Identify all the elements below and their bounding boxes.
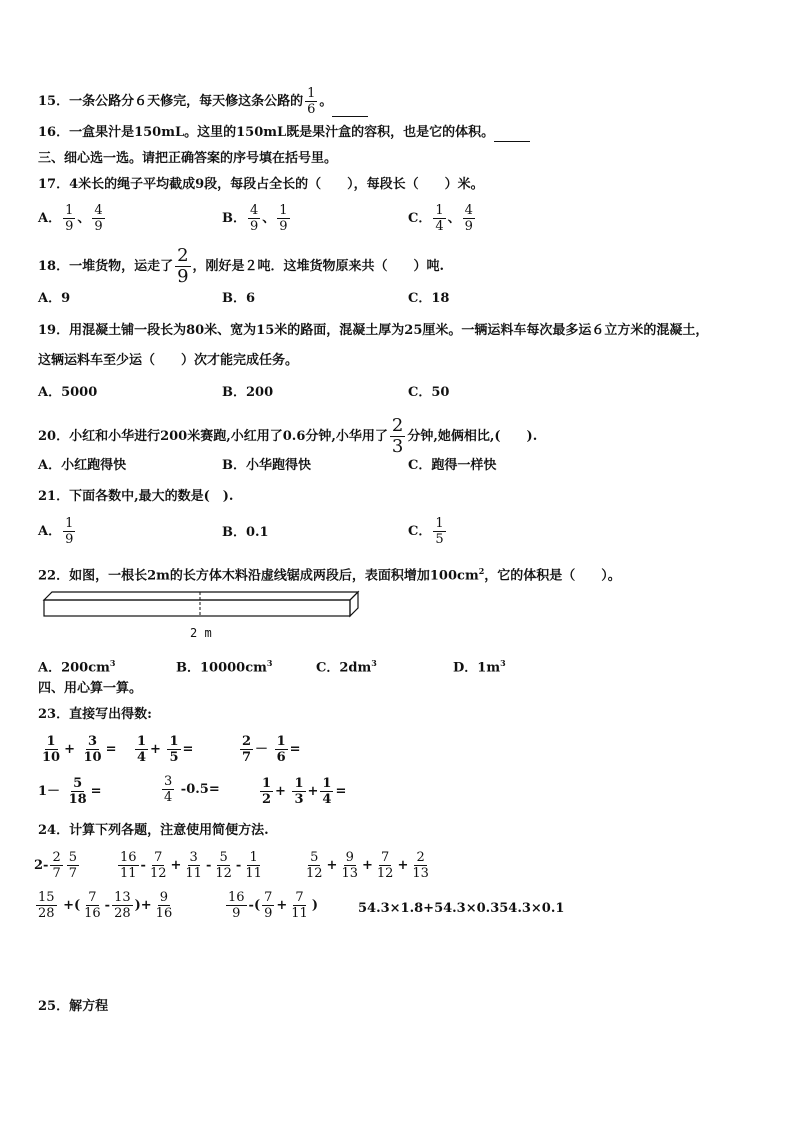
q20-fraction: $\frac{2}{3}$ (391, 415, 404, 457)
question-15 (38, 86, 368, 117)
q18-option-c[interactable]: C．18 (408, 291, 450, 306)
question-18: 18．一堆货物，运走了 $\frac{2}{9}$ ，刚好是２吨．这堆货物原来共（ ）吨. (38, 245, 445, 287)
q18-fraction: $\frac{2}{9}$ (177, 245, 189, 287)
wood-block-figure (40, 590, 360, 642)
q23-expr-5: $\frac{3}{4}$ -0.5= (164, 774, 220, 805)
q23-expr-4: 1－ $\frac{5}{18}$ = (38, 776, 102, 807)
question-23: 23．直接写出得数: (38, 707, 152, 722)
question-19-line-2: 这辆运料车至少运（ ）次才能完成任务。 (38, 353, 299, 368)
q22-option-d[interactable]: D．$1m^3$ (453, 658, 506, 676)
q16-answer-blank[interactable] (494, 129, 530, 142)
q18-option-a[interactable]: A．9 (38, 291, 71, 306)
question-17: 17．4米长的绳子平均截成9段，每段占全长的（ ），每段长（ ）米。 (38, 177, 484, 192)
q21-option-a[interactable]: A． $\frac{1}{9}$ (38, 516, 74, 547)
question-25: 25．解方程 (38, 999, 109, 1014)
q23-expr-1: $\frac{1}{10}$ + $\frac{3}{10}$ = (42, 734, 117, 765)
q19-option-c[interactable]: C．50 (408, 385, 450, 400)
q22-option-a[interactable]: A．$200cm^3$ (38, 658, 116, 676)
question-21: 21．下面各数中,最大的数是( ). (38, 489, 234, 504)
q23-expr-2: $\frac{1}{4}$ + $\frac{1}{5}$ = (137, 734, 194, 765)
section-3-heading: 三、细心选一选。请把正确答案的序号填在括号里。 (38, 151, 338, 166)
q19-option-b[interactable]: B．200 (222, 385, 274, 400)
q17-option-a[interactable]: A． $\frac{1}{9}$ 、 $\frac{4}{9}$ (38, 203, 103, 234)
q22-option-b[interactable]: B．$10000cm^3$ (176, 658, 273, 676)
q17-option-c[interactable]: C． $\frac{1}{4}$ 、 $\frac{4}{9}$ (408, 203, 473, 234)
question-24: 24．计算下列各题，注意使用简便方法. (38, 823, 269, 838)
section-4-heading: 四、用心算一算。 (38, 681, 143, 696)
q16-text: 16．一盒果汁是150mL。这里的150mL既是果汁盒的容积，也是它的体积。 (38, 125, 495, 140)
figure-length-label: 2 m (190, 626, 212, 640)
q20-option-b[interactable]: B．小华跑得快 (222, 458, 311, 473)
q17-option-b[interactable]: B． $\frac{4}{9}$ 、 $\frac{1}{9}$ (222, 203, 288, 234)
question-22: 22．如图，一根长2m的长方体木料沿虚线锯成两段后，表面积增加$100cm^2$，它的体积是（ ）。 (38, 566, 621, 584)
q24-expr-3: $\frac{5}{12}$ + $\frac{9}{13}$ + $\frac{7}{12}$ + $\frac{2}{13}$ (306, 850, 429, 881)
q21-option-c[interactable]: C． $\frac{1}{5}$ (408, 516, 444, 547)
q15-fraction: $\frac{1}{6}$ (307, 86, 316, 117)
q22-option-c[interactable]: C．$2dm^3$ (316, 658, 377, 676)
question-16 (38, 124, 530, 142)
question-19-line-1: 19．用混凝土铺一段长为80米、宽为15米的路面，混凝土厚为25厘米。一辆运料车每次最多运６立方米的混凝土， (38, 323, 709, 338)
q15-answer-blank[interactable] (332, 104, 368, 117)
q24-expr-2: $\frac{16}{11}$ - $\frac{7}{12}$ + $\frac{3}{11}$ - $\frac{5}{12}$ - $\frac{1}{11}$ (120, 850, 262, 881)
q18-option-b[interactable]: B．6 (222, 291, 256, 306)
q15-text-b: 。 (319, 94, 333, 109)
q19-option-a[interactable]: A．5000 (38, 385, 98, 400)
q20-option-a[interactable]: A．小红跑得快 (38, 458, 127, 473)
q24-expr-6: 54.3×1.8+54.3×0.354.3×0.1 (358, 901, 565, 916)
q15-text-a: 15．一条公路分６天修完，每天修这条公路的 (38, 94, 304, 109)
q20-option-c[interactable]: C．跑得一样快 (408, 458, 497, 473)
q24-expr-5: $\frac{16}{9}$ -( $\frac{7}{9}$ + $\frac{7}{11}$ ) (228, 890, 318, 921)
q23-expr-6: $\frac{1}{2}$ + $\frac{1}{3}$ + $\frac{1}{4}$ = (262, 776, 347, 807)
question-20: 20．小红和小华进行200米赛跑,小红用了0.6分钟,小华用了 $\frac{2}{3}$ 分钟,她俩相比,( ). (38, 415, 538, 457)
q24-expr-4: $\frac{15}{28}$ +( $\frac{7}{16}$ - $\frac{13}{28}$ )+ $\frac{9}{16}$ (38, 890, 173, 921)
q24-expr-1: 2- $\frac{2}{7}$ $\frac{5}{7}$ (34, 850, 78, 881)
q23-expr-3: $\frac{2}{7}$ － $\frac{1}{6}$ = (242, 734, 301, 765)
q21-option-b[interactable]: B．0.1 (222, 525, 269, 540)
